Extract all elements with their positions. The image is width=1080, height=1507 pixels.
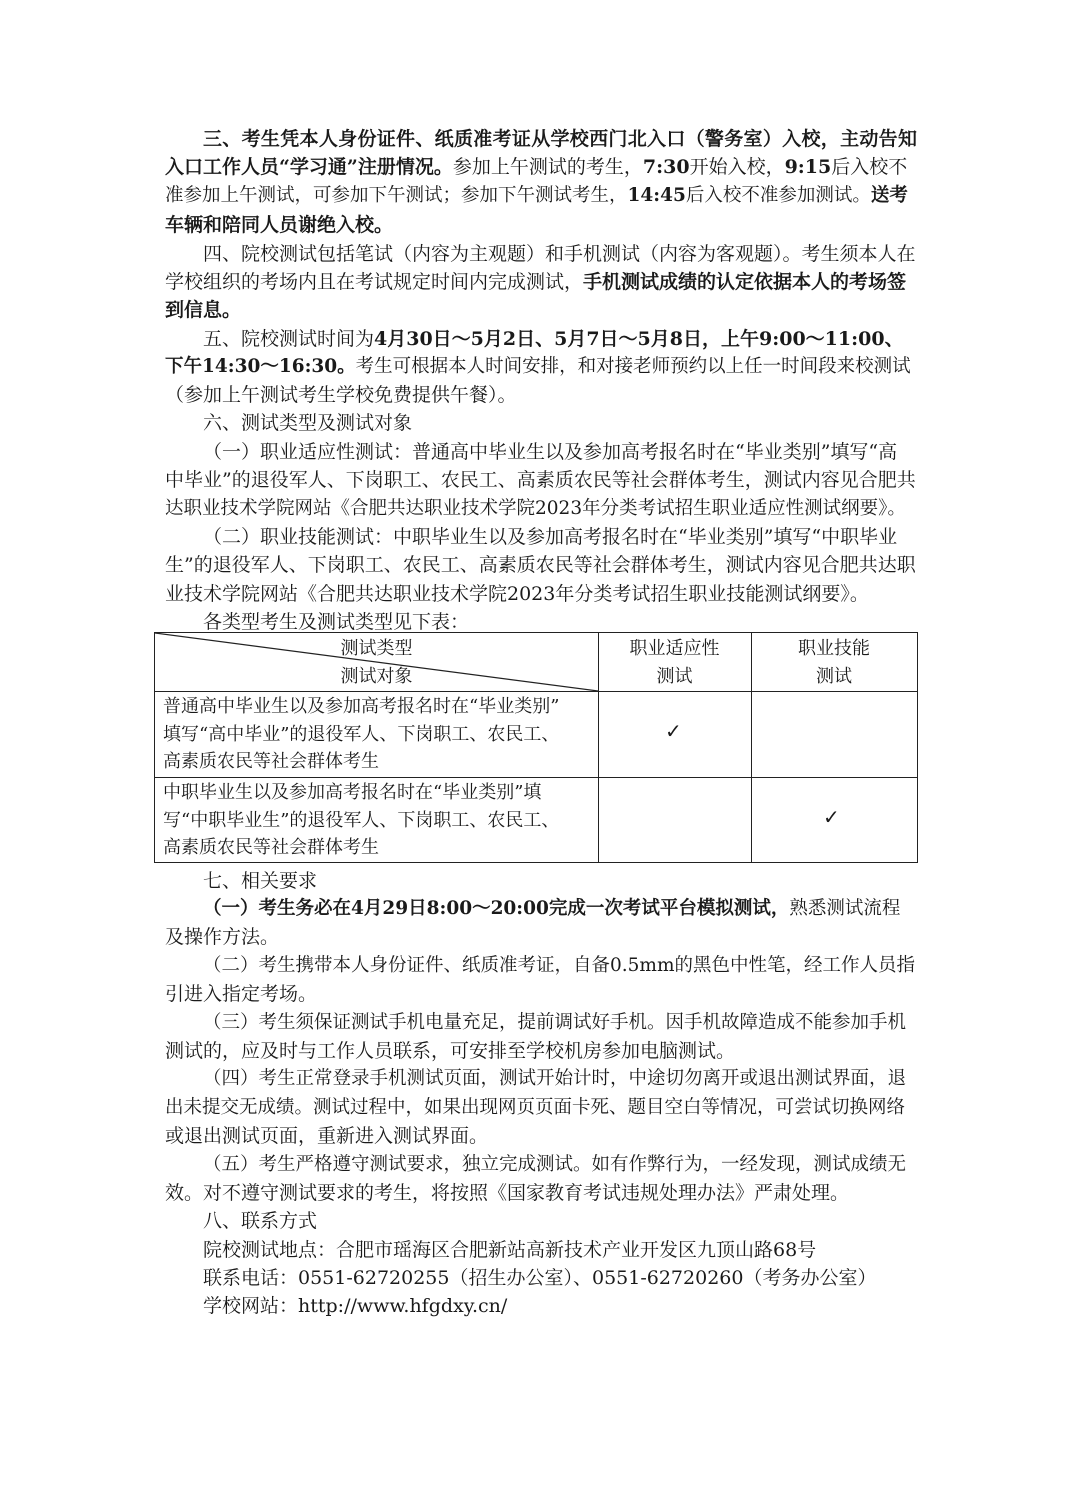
sec7-p2-line1: （二）考生携带本人身份证件、纸质准考证，自备0.5mm的黑色中性笔，经工作人员指 — [203, 955, 916, 976]
row2-target-l2: 写“中职毕业生”的退役军人、下岗职工、农民工、 — [163, 810, 560, 831]
sec5-line2: 下午14:30～16:30。考生可根据本人时间安排，和对接老师预约以上任一时间段来校测试 — [165, 356, 911, 377]
sec7-p2-line2: 引进入指定考场。 — [165, 983, 318, 1005]
row2-target-l3: 高素质农民等社会群体考生 — [163, 837, 379, 858]
corner-header-test-target: 测试对象 — [340, 666, 413, 687]
sec6-p2-line3: 业技术学院网站《合肥共达职业技术学院2023年分类考试招生职业技能测试纲要》。 — [165, 583, 869, 605]
contact-phone: 联系电话：0551-62720255（招生办公室）、0551-62720260（考务办公室） — [203, 1267, 877, 1289]
col-header-skill-l2: 测试 — [816, 666, 852, 687]
sec7-p4-line1: （四）考生正常登录手机测试页面，测试开始计时，中途切勿离开或退出测试界面，退 — [203, 1068, 907, 1089]
row1-target-l2: 填写“高中毕业”的退役军人、下岗职工、农民工、 — [163, 724, 560, 745]
table-intro: 各类型考生及测试类型见下表： — [203, 611, 470, 633]
sec6-p1-line1: （一）职业适应性测试：普通高中毕业生以及参加高考报名时在“毕业类别”填写“高 — [203, 441, 898, 463]
col-header-aptitude-l1: 职业适应性 — [629, 638, 720, 659]
sec7-p4-line3: 或退出测试页面，重新进入测试界面。 — [165, 1125, 489, 1147]
sec3-line2: 入口工作人员“学习通”注册情况。参加上午测试的考生，7:30开始入校，9:15后入校不 — [165, 156, 908, 178]
sec6-p2-line1: （二）职业技能测试：中职毕业生以及参加高考报名时在“毕业类别”填写“中职毕业 — [203, 526, 898, 548]
table-row-divider — [155, 777, 917, 778]
sec7-p4-line2: 出未提交无成绩。测试过程中，如果出现网页页面卡死、题目空白等情况，可尝试切换网络 — [165, 1097, 906, 1118]
table-header-divider — [155, 691, 917, 692]
sec6-p1-line2: 中毕业”的退役军人、下岗职工、农民工、高素质农民等社会群体考生，测试内容见合肥共 — [165, 469, 916, 491]
sec5-line3: （参加上午测试考生学校免费提供午餐）。 — [165, 384, 517, 406]
col-header-skill-l1: 职业技能 — [798, 638, 870, 659]
sec6-p2-line2: 生”的退役军人、下岗职工、农民工、高素质农民等社会群体考生，测试内容见合肥共达职 — [165, 554, 916, 576]
corner-header-test-type: 测试类型 — [340, 638, 413, 659]
sec7-p3-line1: （三）考生须保证测试手机电量充足，提前调试好手机。因手机故障造成不能参加手机 — [203, 1012, 907, 1033]
sec3-line1: 三、考生凭本人身份证件、纸质准考证从学校西门北入口（警务室）入校，主动告知 — [203, 128, 917, 150]
sec6-title: 六、测试类型及测试对象 — [203, 412, 413, 434]
contact-website-link[interactable]: 学校网站：http://www.hfgdxy.cn/ — [203, 1295, 508, 1317]
col-header-aptitude-l2: 测试 — [656, 666, 693, 687]
sec4-line1: 四、院校测试包括笔试（内容为主观题）和手机测试（内容为客观题）。考生须本人在 — [203, 243, 916, 265]
sec4-line2: 学校组织的考场内且在考试规定时间内完成测试，手机测试成绩的认定依据本人的考场签 — [165, 271, 907, 293]
row1-target-l3: 高素质农民等社会群体考生 — [163, 751, 379, 772]
row1-target-l1: 普通高中毕业生以及参加高考报名时在“毕业类别” — [163, 696, 560, 717]
sec3-line3: 准参加上午测试，可参加下午测试；参加下午测试考生，14:45后入校不准参加测试。送考 — [165, 185, 908, 206]
sec5-line1: 五、院校测试时间为4月30日～5月2日、5月7日～5月8日，上午9:00～11:00、 — [203, 328, 904, 350]
sec4-line3: 到信息。 — [165, 299, 242, 321]
test-type-table — [154, 632, 918, 863]
row2-skill-check-icon: ✓ — [823, 805, 840, 829]
row2-target-l1: 中职毕业生以及参加高考报名时在“毕业类别”填 — [163, 782, 542, 803]
sec7-title: 七、相关要求 — [203, 870, 318, 892]
row1-aptitude-check-icon: ✓ — [665, 719, 682, 743]
sec6-p1-line3: 达职业技术学院网站《合肥共达职业技术学院2023年分类考试招生职业适应性测试纲要》。 — [165, 498, 906, 519]
contact-address: 院校测试地点：合肥市瑶海区合肥新站高新技术产业开发区九顶山路68号 — [203, 1239, 817, 1261]
sec7-p3-line2: 测试的，应及时与工作人员联系，可安排至学校机房参加电脑测试。 — [165, 1040, 736, 1062]
sec7-p1-line2: 及操作方法。 — [165, 926, 280, 948]
sec8-title: 八、联系方式 — [203, 1210, 318, 1232]
sec7-p5-line2: 效。对不遵守测试要求的考生，将按照《国家教育考试违规处理办法》严肃处理。 — [165, 1182, 850, 1204]
sec7-p1-line1: （一）考生务必在4月29日8:00～20:00完成一次考试平台模拟测试，熟悉测试流程 — [203, 898, 901, 919]
sec3-line4: 车辆和陪同人员谢绝入校。 — [165, 214, 394, 236]
sec7-p5-line1: （五）考生严格遵守测试要求，独立完成测试。如有作弊行为，一经发现，测试成绩无 — [203, 1154, 907, 1175]
